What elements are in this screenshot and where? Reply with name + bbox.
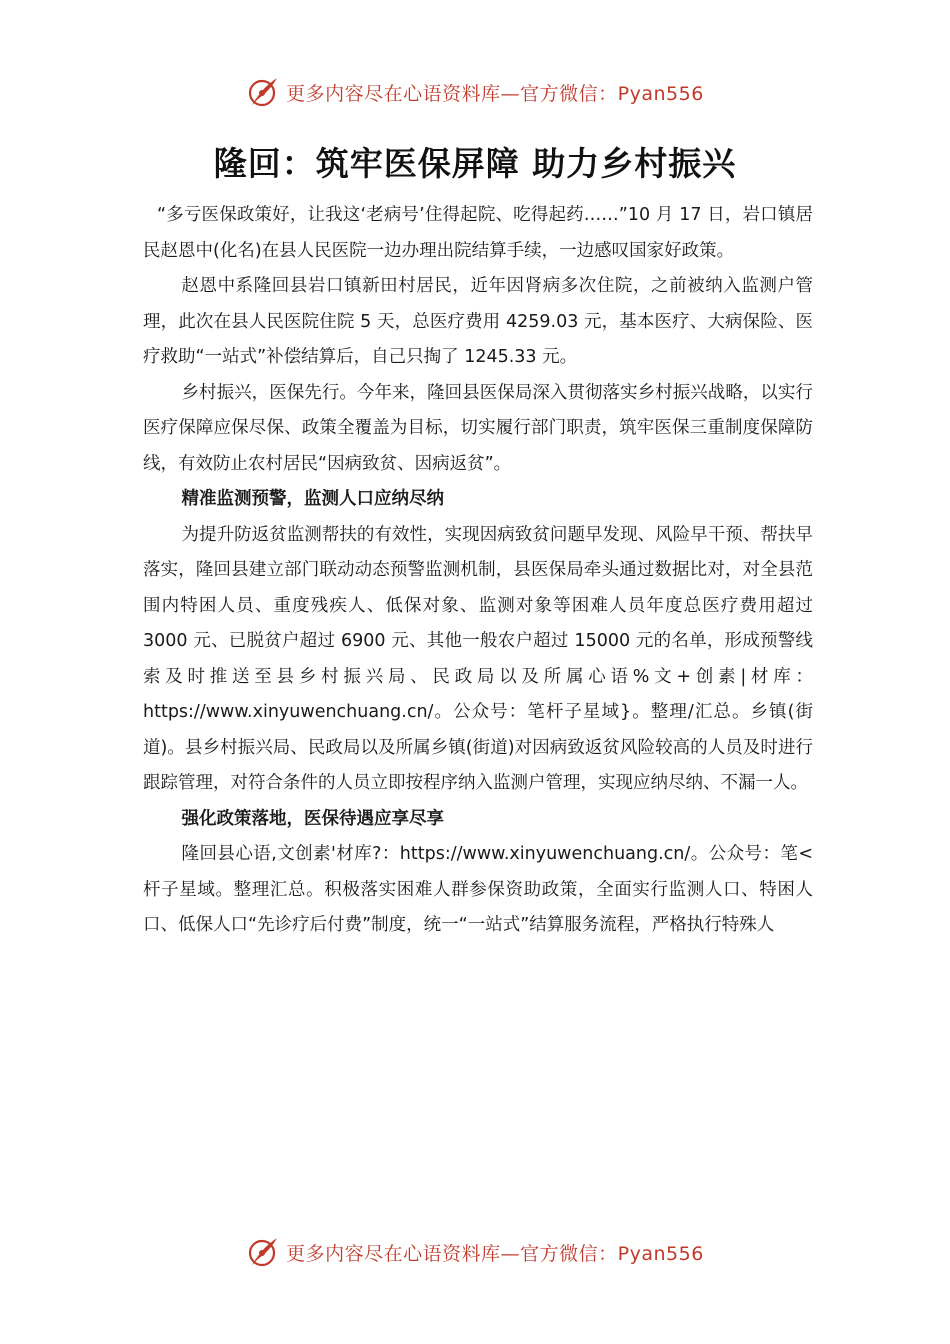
banner-handle: Pyan556 bbox=[617, 82, 704, 105]
article-body bbox=[143, 198, 813, 944]
banner-handle: Pyan556 bbox=[617, 1242, 704, 1265]
banner-label: 更多内容尽在心语资料库—官方微信： bbox=[286, 82, 618, 105]
quill-circle-logo-icon bbox=[246, 1235, 280, 1269]
header-watermark-banner bbox=[0, 72, 950, 112]
paragraph: 乡村振兴，医保先行。今年来，隆回县医保局深入贯彻落实乡村振兴战略，以实行医疗保障应保尽保、政策全覆盖为目标，切实履行部门职责，筑牢医保三重制度保障防线，有效防止农村居民“因病致贫、因病返贫”。 bbox=[143, 382, 813, 474]
paragraph: 隆回县心语,文创素'材库?：https://www.xinyuwenchuang.cn/。公众号：笔<杆子星域。整理汇总。积极落实困难人群参保资助政策，全面实行监测人口、特困人口、低保人口“先诊疗后付费”制度，统一“一站式”结算服务流程，严格执行特殊人 bbox=[143, 844, 813, 935]
section-heading: 强化政策落地，医保待遇应享尽享 bbox=[181, 808, 444, 829]
paragraph-intro: “多亏医保政策好，让我这‘老病号’住得起院、吃得起药……”10 月 17 日，岩口镇居民赵恩中(化名)在县人民医院一边办理出院结算手续，一边感叹国家好政策。 bbox=[143, 205, 813, 261]
paragraph: 为提升防返贫监测帮扶的有效性，实现因病致贫问题早发现、风险早干预、帮扶早落实，隆回县建立部门联动动态预警监测机制，县医保局牵头通过数据比对，对全县范围内特困人员、重度残疾人、低保对象、监测对象等困难人员年度总医疗费用超过 3000 元、已脱贫户超过 6900 元、其他一般农户超过 15000 元的名单，形成预警线索及时推送至县乡村振兴局、民政局以及所属心语%文+创素|材库：https://www.xinyuwenchuang.cn/。公众号：笔杆子星域}。整理/汇总。乡镇(街道)。县乡村振兴局、民政局以及所属乡镇(街道)对因病致返贫风险较高的人员及时进行跟踪管理，对符合条件的人员立即按程序纳入监测户管理，实现应纳尽纳、不漏一人。 bbox=[143, 524, 813, 793]
article-title: 隆回：筑牢医保屏障 助力乡村振兴 bbox=[213, 144, 737, 183]
banner-text bbox=[286, 79, 704, 106]
footer-watermark-banner bbox=[0, 1232, 950, 1272]
banner-label: 更多内容尽在心语资料库—官方微信： bbox=[286, 1242, 618, 1265]
section-heading: 精准监测预警，监测人口应纳尽纳 bbox=[181, 489, 444, 509]
quill-circle-logo-icon bbox=[246, 75, 280, 109]
paragraph: 赵恩中系隆回县岩口镇新田村居民，近年因肾病多次住院，之前被纳入监测户管理，此次在县人民医院住院 5 天，总医疗费用 4259.03 元，基本医疗、大病保险、医疗救助“一站式”补偿结算后，自己只掏了 1245.33 元。 bbox=[143, 276, 813, 367]
banner-text bbox=[286, 1239, 704, 1266]
